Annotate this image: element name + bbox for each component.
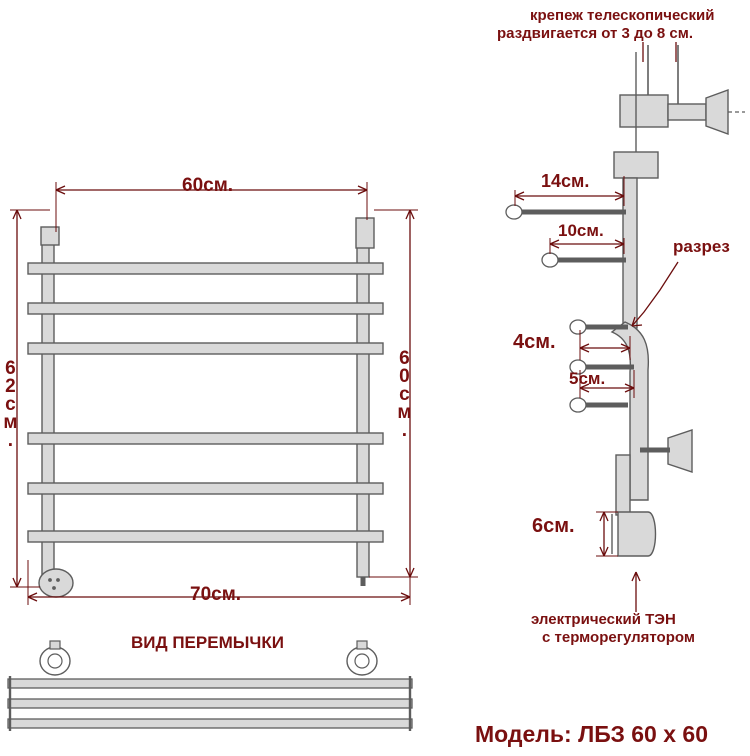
label-razrez: разрез: [673, 237, 730, 256]
label-dim-6: 6см.: [532, 515, 575, 537]
label-dim-10: 10см.: [558, 221, 604, 240]
label-mount-telescopic-line1: крепеж телескопический: [530, 7, 715, 24]
bridge-view-group: [8, 641, 412, 731]
front-view-group: [28, 218, 383, 597]
side-view-group: [506, 45, 745, 556]
label-dim-5: 5см.: [569, 369, 606, 388]
label-height-62: 62см.: [0, 358, 21, 448]
dim-6: [596, 512, 618, 556]
label-model: Модель: ЛБЗ 60 х 60: [475, 721, 708, 747]
label-width-60: 60см.: [182, 175, 234, 196]
label-bridge-view: ВИД ПЕРЕМЫЧКИ: [131, 633, 284, 652]
label-heater-line1: электрический ТЭН: [531, 611, 676, 628]
label-heater-line2: с терморегулятором: [542, 629, 695, 646]
label-dim-4: 4см.: [513, 331, 556, 353]
label-width-70: 70см.: [190, 584, 242, 605]
label-dim-14: 14см.: [541, 171, 590, 191]
dim-10: [550, 238, 624, 254]
label-mount-telescopic-line2: раздвигается от 3 до 8 см.: [497, 25, 694, 42]
label-height-60: 60см.: [393, 348, 415, 438]
